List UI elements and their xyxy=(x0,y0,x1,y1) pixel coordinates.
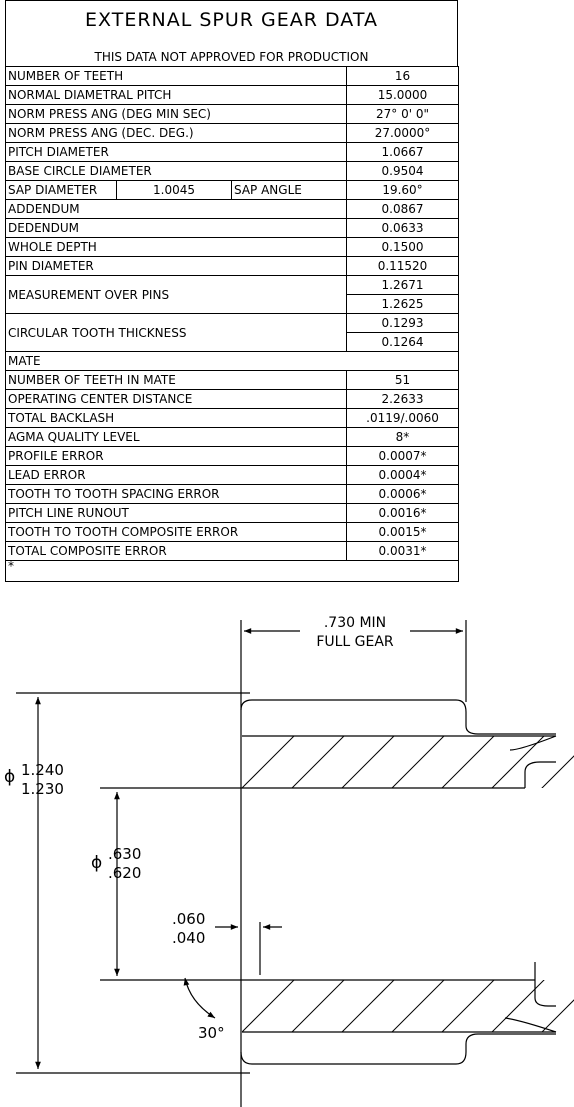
chamfer-min-text: .040 xyxy=(172,929,206,947)
row-label: NORM PRESS ANG (DEC. DEG.) xyxy=(6,124,347,143)
row-value: 8* xyxy=(347,428,459,447)
diameter-symbol: ϕ xyxy=(4,767,16,787)
row-label: PITCH LINE RUNOUT xyxy=(6,504,347,523)
table-row xyxy=(6,143,459,162)
bore-max-text: .630 xyxy=(108,845,142,863)
tooth-outline xyxy=(241,1034,556,1064)
row-value: 0.0016* xyxy=(347,504,459,523)
row-value: .0119/.0060 xyxy=(347,409,459,428)
od-min-text: 1.230 xyxy=(21,780,64,798)
table-row xyxy=(6,124,459,143)
row-value: 0.0015* xyxy=(347,523,459,542)
chamfer-max-text: .060 xyxy=(172,910,206,928)
table-row xyxy=(6,86,459,105)
row-label: PITCH DIAMETER xyxy=(6,143,347,162)
width-dim-text: FULL GEAR xyxy=(316,634,394,650)
row-value: 51 xyxy=(347,371,459,390)
row-value: 0.0007* xyxy=(347,447,459,466)
row-label: TOOTH TO TOOTH SPACING ERROR xyxy=(6,485,347,504)
sap-angle-label: SAP ANGLE xyxy=(232,181,347,200)
table-row xyxy=(6,67,459,86)
row-value: 15.0000 xyxy=(347,86,459,105)
diameter-symbol: ϕ xyxy=(91,853,103,873)
bore-min-text: .620 xyxy=(108,864,142,882)
row-value: 0.0004* xyxy=(347,466,459,485)
row-value: 27° 0' 0" xyxy=(347,105,459,124)
row-value-min: 1.2625 xyxy=(347,295,459,314)
row-label: CIRCULAR TOOTH THICKNESS xyxy=(6,314,347,352)
row-value: 0.0867 xyxy=(347,200,459,219)
table-row xyxy=(6,542,459,561)
chamfer-angle-text: 30° xyxy=(198,1024,225,1042)
row-label: NORM PRESS ANG (DEG MIN SEC) xyxy=(6,105,347,124)
table-row xyxy=(6,314,459,333)
table-row xyxy=(6,371,459,390)
table-row xyxy=(6,219,459,238)
row-label: WHOLE DEPTH xyxy=(6,238,347,257)
row-value: 0.1500 xyxy=(347,238,459,257)
table-row xyxy=(6,409,459,428)
row-value: 0.11520 xyxy=(347,257,459,276)
table-row xyxy=(6,523,459,542)
table-row xyxy=(6,181,459,200)
table-row xyxy=(6,428,459,447)
footnote: * xyxy=(6,561,459,582)
row-label: PIN DIAMETER xyxy=(6,257,347,276)
table-row xyxy=(6,352,459,371)
row-label: DEDENDUM xyxy=(6,219,347,238)
row-label: MEASUREMENT OVER PINS xyxy=(6,276,347,314)
row-label: TOTAL COMPOSITE ERROR xyxy=(6,542,347,561)
row-label: LEAD ERROR xyxy=(6,466,347,485)
mate-header: MATE xyxy=(6,352,459,371)
table-row xyxy=(6,390,459,409)
row-value: 16 xyxy=(347,67,459,86)
row-value: 1.0667 xyxy=(347,143,459,162)
row-value: 0.0031* xyxy=(347,542,459,561)
table-row xyxy=(6,257,459,276)
table-row xyxy=(6,162,459,181)
row-value-min: 0.1264 xyxy=(347,333,459,352)
row-label: PROFILE ERROR xyxy=(6,447,347,466)
table-title: EXTERNAL SPUR GEAR DATA xyxy=(5,0,458,46)
angle-arc xyxy=(185,978,215,1018)
table-row xyxy=(6,504,459,523)
table-row xyxy=(6,200,459,219)
row-value-max: 1.2671 xyxy=(347,276,459,295)
table-row xyxy=(6,105,459,124)
hub-outline xyxy=(535,962,556,1006)
row-value: 19.60° xyxy=(347,181,459,200)
row-label: SAP DIAMETER xyxy=(6,181,117,200)
table-row xyxy=(6,561,459,582)
od-max-text: 1.240 xyxy=(21,761,64,779)
table-row xyxy=(6,485,459,504)
row-value: 0.9504 xyxy=(347,162,459,181)
row-label: OPERATING CENTER DISTANCE xyxy=(6,390,347,409)
row-label: NUMBER OF TEETH xyxy=(6,67,347,86)
gear-data-table xyxy=(5,66,459,582)
row-value-max: 0.1293 xyxy=(347,314,459,333)
row-label: TOOTH TO TOOTH COMPOSITE ERROR xyxy=(6,523,347,542)
table-row xyxy=(6,238,459,257)
gear-section-drawing xyxy=(0,600,574,1107)
row-label: NUMBER OF TEETH IN MATE xyxy=(6,371,347,390)
row-value: 0.0006* xyxy=(347,485,459,504)
table-row xyxy=(6,466,459,485)
row-label: BASE CIRCLE DIAMETER xyxy=(6,162,347,181)
row-label: NORMAL DIAMETRAL PITCH xyxy=(6,86,347,105)
row-label: AGMA QUALITY LEVEL xyxy=(6,428,347,447)
row-value: 0.0633 xyxy=(347,219,459,238)
table-subtitle: THIS DATA NOT APPROVED FOR PRODUCTION xyxy=(5,46,458,66)
tooth-outline xyxy=(241,700,556,734)
row-label: ADDENDUM xyxy=(6,200,347,219)
row-value: 27.0000° xyxy=(347,124,459,143)
row-value: 2.2633 xyxy=(347,390,459,409)
width-dim-text: .730 MIN xyxy=(323,615,387,631)
table-row xyxy=(6,276,459,295)
sap-diameter-value: 1.0045 xyxy=(117,181,232,200)
table-row xyxy=(6,447,459,466)
row-label: TOTAL BACKLASH xyxy=(6,409,347,428)
